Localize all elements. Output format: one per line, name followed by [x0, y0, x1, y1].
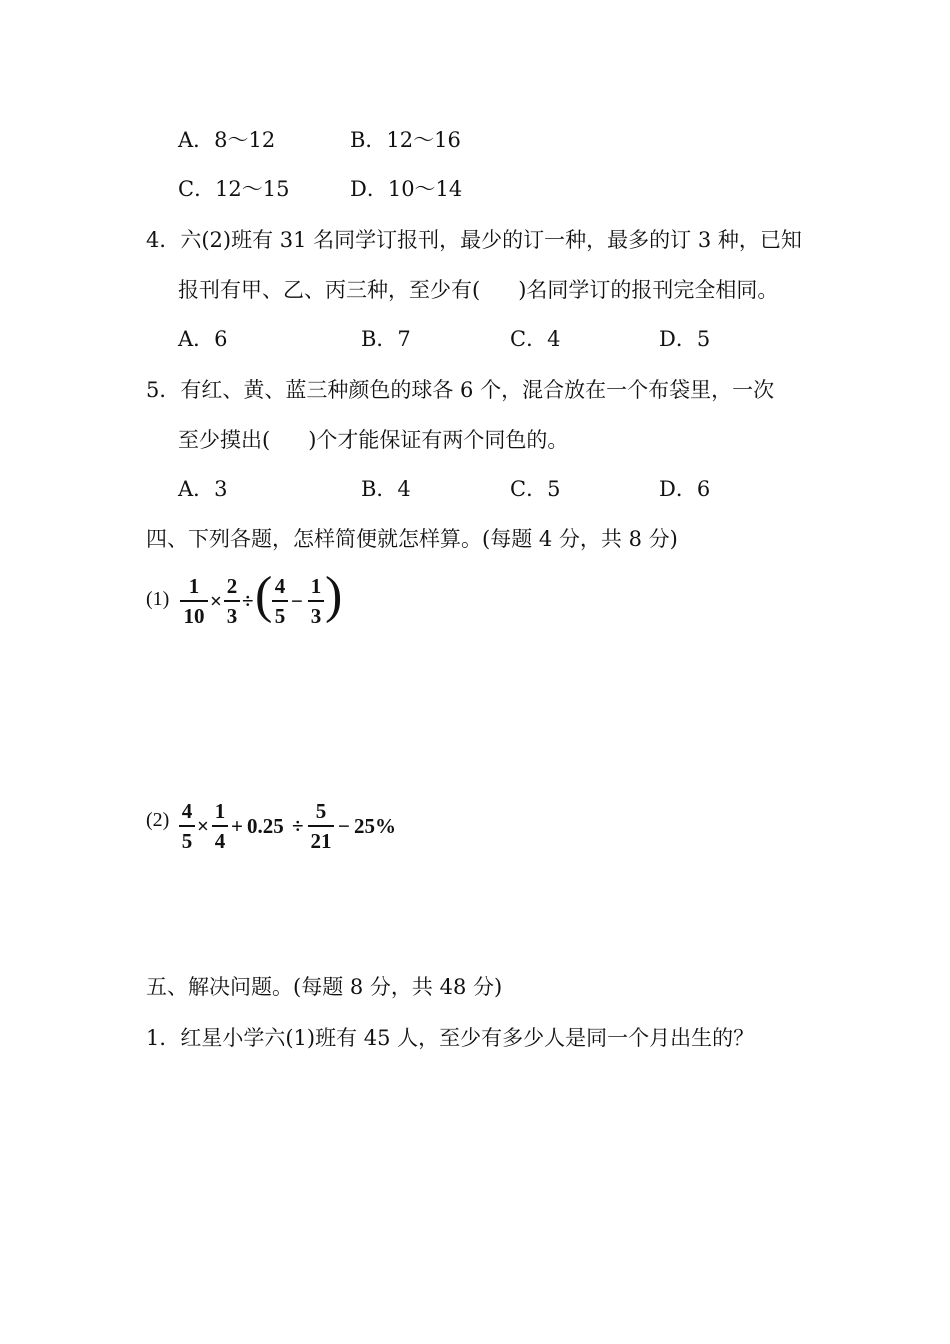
minus-operator: −: [291, 589, 303, 613]
numerator: 1: [188, 574, 200, 598]
problem-2-label: (2): [146, 809, 170, 831]
q5-option-d: D．6: [659, 477, 711, 501]
q4-option-c: C．4: [510, 327, 561, 351]
denominator: 3: [226, 604, 238, 628]
fraction-bar: [308, 600, 324, 602]
q4-text-after-blank: )名同学订的报刊完全相同。: [518, 278, 779, 302]
q5-text-line2: [178, 426, 568, 454]
q4-text-line1: 4．六(2)班有 31 名同学订报刊，最少的订一种，最多的订 3 种，已知: [146, 228, 802, 252]
q3-option-a: A．8～12: [178, 128, 276, 152]
fraction-2-3: [224, 574, 240, 628]
plus-operator: +: [231, 814, 243, 838]
fraction-4-5: [179, 799, 195, 853]
fraction-1-3: [308, 574, 324, 628]
denominator: 5: [181, 829, 193, 853]
numerator: 1: [214, 799, 226, 823]
fraction-5-21: [308, 799, 334, 853]
q5-option-a: A．3: [178, 477, 228, 501]
fraction-bar: [308, 825, 334, 827]
q4-option-d: D．5: [659, 327, 711, 351]
fraction-bar: [212, 825, 228, 827]
numerator: 4: [181, 799, 193, 823]
right-paren: ): [325, 567, 343, 624]
fraction-1-10: [180, 574, 208, 628]
decimal-value: 0.25: [247, 814, 284, 838]
section4-title: 四、下列各题，怎样简便就怎样算。(每题 4 分，共 8 分): [146, 527, 678, 551]
fraction-bar: [224, 600, 240, 602]
q3-option-c: C．12～15: [178, 177, 290, 201]
q4-text-line2: [178, 276, 778, 304]
fraction-bar: [272, 600, 288, 602]
divide-operator: ÷: [292, 814, 304, 838]
fraction-4-5: [272, 574, 288, 628]
times-operator: ×: [210, 589, 222, 613]
denominator: 10: [183, 604, 205, 628]
problem-1-label: (1): [146, 588, 170, 610]
numerator: 2: [226, 574, 238, 598]
fraction-bar: [179, 825, 195, 827]
denominator: 3: [310, 604, 322, 628]
numerator: 5: [315, 799, 327, 823]
denominator: 21: [310, 829, 332, 853]
percent-value: 25%: [354, 814, 396, 838]
fraction-bar: [180, 600, 208, 602]
numerator: 1: [310, 574, 322, 598]
q5-text-line1: 5．有红、黄、蓝三种颜色的球各 6 个，混合放在一个布袋里，一次: [146, 378, 775, 402]
left-paren: (: [255, 567, 273, 624]
q4-option-a: A．6: [178, 327, 228, 351]
divide-operator: ÷: [242, 589, 254, 613]
q5-text-before-blank: 至少摸出(: [178, 428, 271, 452]
fraction-1-4: [212, 799, 228, 853]
section5-question-1: 1．红星小学六(1)班有 45 人，至少有多少人是同一个月出生的？: [146, 1026, 755, 1050]
q3-option-d: D．10～14: [350, 177, 463, 201]
q3-option-b: B．12～16: [350, 128, 461, 152]
q5-option-b: B．4: [361, 477, 411, 501]
q4-text-before-blank: 报刊有甲、乙、丙三种，至少有(: [178, 278, 481, 302]
numerator: 4: [274, 574, 286, 598]
q5-text-after-blank: )个才能保证有两个同色的。: [308, 428, 569, 452]
denominator: 4: [214, 829, 226, 853]
q4-option-b: B．7: [361, 327, 411, 351]
denominator: 5: [274, 604, 286, 628]
section5-title: 五、解决问题。(每题 8 分，共 48 分): [146, 975, 503, 999]
times-operator: ×: [197, 814, 209, 838]
q5-option-c: C．5: [510, 477, 561, 501]
minus-operator: −: [338, 814, 350, 838]
